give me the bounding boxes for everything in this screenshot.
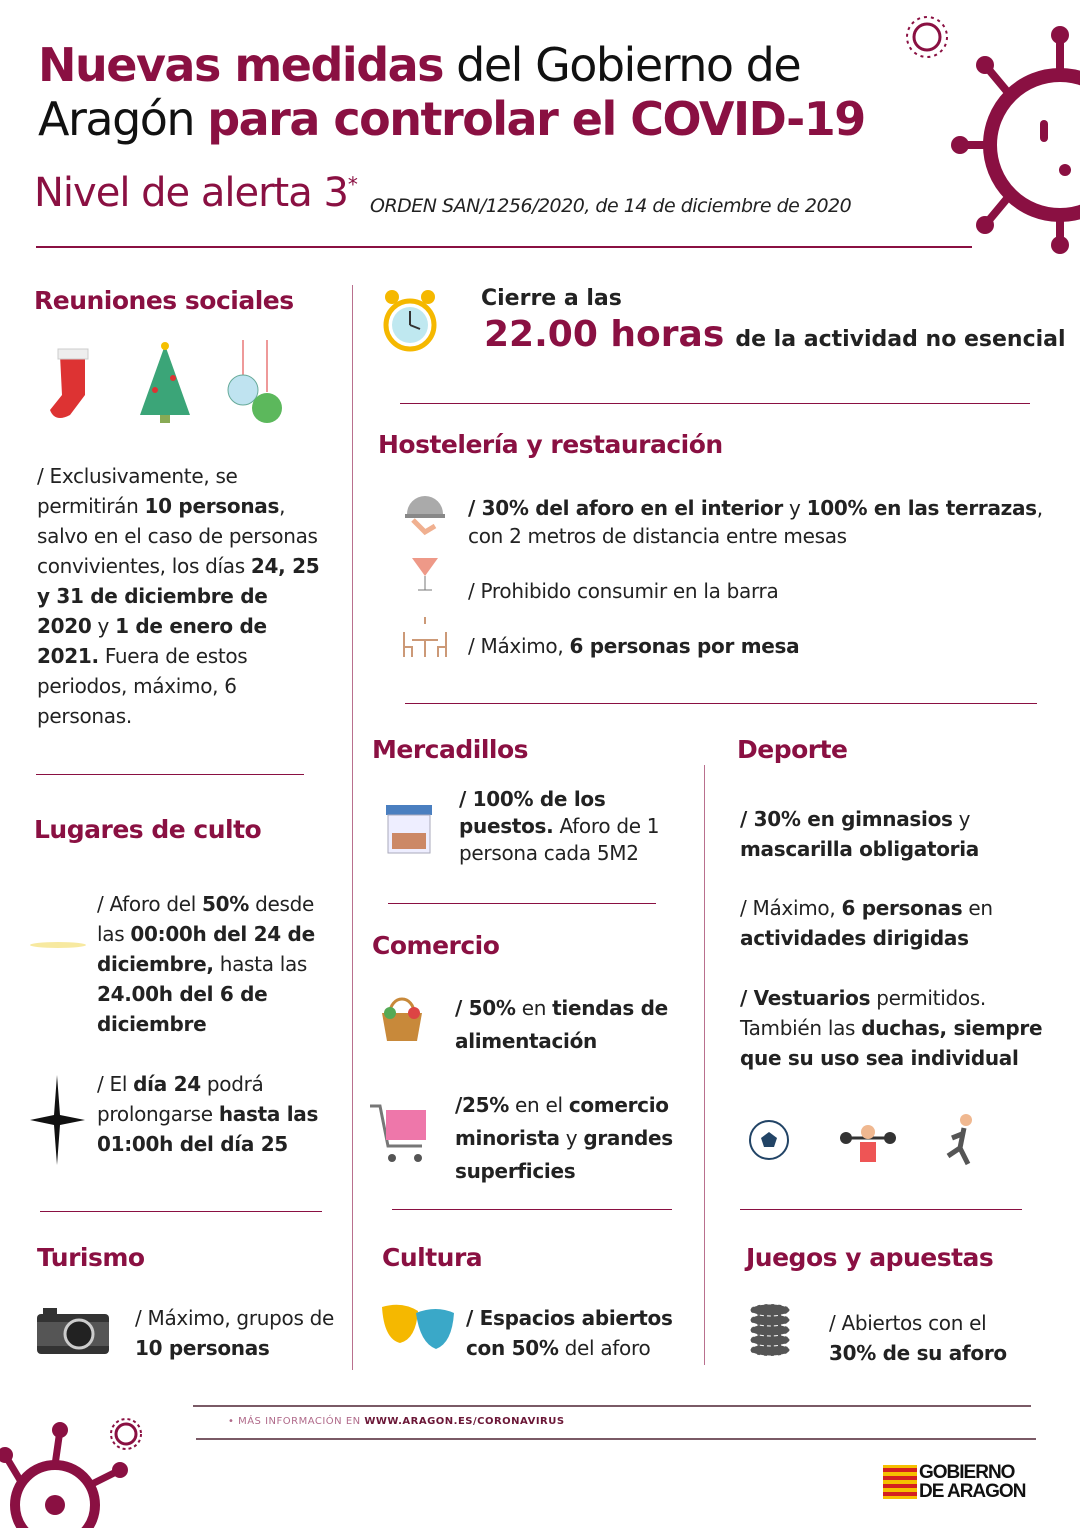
small-virus-icon bbox=[110, 1418, 142, 1450]
hosteleria-item bbox=[468, 631, 1028, 661]
runner-icon bbox=[940, 1112, 980, 1170]
reuniones-text bbox=[37, 461, 327, 731]
text: del Gobierno de bbox=[443, 38, 801, 92]
bold-text: 50% bbox=[202, 892, 250, 916]
divider bbox=[40, 1211, 322, 1212]
info-link[interactable]: WWW.ARAGON.ES/CORONAVIRUS bbox=[364, 1416, 565, 1427]
bold-text: 10 personas bbox=[135, 1336, 270, 1360]
bold-text: / 30% del aforo en el interior bbox=[468, 496, 783, 520]
bold-text: /25% bbox=[455, 1093, 509, 1117]
divider bbox=[36, 774, 304, 775]
text: / Máximo, bbox=[740, 896, 842, 920]
section-title-turismo: Turismo bbox=[37, 1243, 145, 1272]
text: / Aforo del bbox=[97, 892, 203, 916]
cloche-icon bbox=[403, 490, 447, 536]
hosteleria-item bbox=[468, 576, 1028, 606]
light-icon bbox=[28, 935, 88, 955]
market-stall-icon bbox=[384, 803, 434, 855]
section-title-comercio: Comercio bbox=[372, 931, 500, 960]
section-title-deporte: Deporte bbox=[737, 735, 848, 764]
bold-text: 1 de enero de 2021. bbox=[37, 614, 267, 668]
bold-text: 6 personas bbox=[841, 896, 963, 920]
bold-text: hasta las 01:00h del día 25 bbox=[97, 1102, 319, 1156]
text: en bbox=[962, 896, 993, 920]
aragon-flag-icon bbox=[883, 1465, 917, 1499]
soccer-ball-icon bbox=[747, 1118, 791, 1162]
divider bbox=[405, 703, 1037, 704]
cocktail-icon bbox=[410, 550, 440, 595]
text: permitidos. También las bbox=[740, 986, 986, 1040]
bold-text: / 30% en gimnasios bbox=[740, 807, 953, 831]
cierre-time: 22.00 horas de la actividad no esencial bbox=[484, 314, 1066, 355]
divider bbox=[392, 1209, 672, 1210]
culto-item bbox=[97, 889, 347, 1039]
text: y bbox=[783, 496, 807, 520]
order-reference: ORDEN SAN/1256/2020, de 14 de diciembre de 2020 bbox=[370, 195, 852, 217]
bold-text: actividades dirigidas bbox=[740, 926, 969, 950]
text: podrá prolongarse bbox=[97, 1072, 264, 1126]
text: / Prohibido consumir en la barra bbox=[468, 579, 779, 603]
text: del aforo bbox=[558, 1336, 651, 1360]
poker-chips-icon bbox=[748, 1302, 792, 1358]
deporte-item bbox=[740, 893, 1060, 953]
bold-text: grandes superficies bbox=[455, 1126, 673, 1183]
divider bbox=[400, 403, 1030, 404]
text: / Abiertos con el bbox=[829, 1311, 987, 1335]
divider bbox=[740, 1209, 1022, 1210]
section-title-juegos: Juegos y apuestas bbox=[746, 1243, 994, 1272]
bold-text: tiendas de alimentación bbox=[455, 996, 668, 1053]
theater-masks-icon bbox=[380, 1303, 456, 1353]
deporte-item bbox=[740, 983, 1060, 1073]
text: en bbox=[515, 996, 553, 1020]
cultura-text bbox=[466, 1303, 696, 1363]
divider bbox=[352, 285, 353, 1370]
shopping-cart-icon bbox=[368, 1100, 430, 1166]
section-title-cultura: Cultura bbox=[382, 1243, 483, 1272]
section-title-culto: Lugares de culto bbox=[34, 815, 262, 844]
text: / Máximo, grupos de bbox=[135, 1306, 335, 1330]
table-chairs-icon bbox=[400, 612, 450, 660]
divider bbox=[196, 1438, 1036, 1440]
small-virus-icon bbox=[905, 15, 950, 60]
weightlifter-icon bbox=[838, 1118, 898, 1166]
text: y bbox=[559, 1126, 584, 1150]
page-title bbox=[38, 38, 865, 146]
text: y bbox=[952, 807, 971, 831]
deporte-item bbox=[740, 804, 1060, 864]
camera-icon bbox=[35, 1308, 111, 1356]
turismo-text bbox=[135, 1303, 335, 1363]
divider bbox=[36, 246, 972, 248]
bold-text: 24.00h del 6 de diciembre bbox=[97, 982, 268, 1036]
section-title-reuniones: Reuniones sociales bbox=[34, 286, 294, 315]
ornaments-icon bbox=[225, 340, 285, 428]
hosteleria-item bbox=[468, 494, 1048, 550]
bold-text: 30% de su aforo bbox=[829, 1341, 1007, 1365]
bold-text: 100% en las terrazas bbox=[806, 496, 1037, 520]
bold-text: duchas, siempre que su uso sea individual bbox=[740, 1016, 1043, 1070]
divider bbox=[704, 765, 705, 1365]
text: Fuera de estos periodos, máximo, 6 personas. bbox=[37, 644, 248, 728]
bold-text: para controlar el COVID-19 bbox=[207, 92, 865, 146]
section-title-mercadillos: Mercadillos bbox=[372, 735, 529, 764]
text: en el bbox=[508, 1093, 569, 1117]
divider bbox=[193, 1405, 1031, 1407]
bold-text: día 24 bbox=[133, 1072, 201, 1096]
text: / Exclusivamente, se permitirán bbox=[37, 464, 238, 518]
virus-icon bbox=[950, 20, 1080, 250]
bold-text: 10 personas bbox=[144, 494, 280, 518]
text: y bbox=[91, 614, 116, 638]
juegos-text bbox=[829, 1308, 1029, 1368]
bold-text: / Vestuarios bbox=[740, 986, 871, 1010]
bold-text: comercio minorista bbox=[455, 1093, 669, 1150]
culto-item bbox=[97, 1069, 337, 1159]
star-icon bbox=[30, 1075, 85, 1165]
comercio-item bbox=[455, 1089, 700, 1188]
text: Aragón bbox=[38, 92, 208, 146]
bold-text: 6 personas por mesa bbox=[569, 634, 800, 658]
alarm-clock-icon bbox=[380, 285, 440, 360]
text: , con 2 metros de distancia entre mesas bbox=[468, 496, 1043, 548]
alert-level: Nivel de alerta 3* bbox=[34, 170, 357, 216]
text: hasta las bbox=[213, 952, 308, 976]
basket-icon bbox=[376, 993, 428, 1045]
text: / Máximo, bbox=[468, 634, 570, 658]
bold-text: / 50% bbox=[455, 996, 516, 1020]
text: / El bbox=[97, 1072, 134, 1096]
divider bbox=[388, 903, 656, 904]
bold-text: Nuevas medidas bbox=[38, 38, 444, 92]
bold-text: / 100% de los puestos. bbox=[459, 787, 606, 838]
bold-text: / Espacios abiertos con 50% bbox=[466, 1306, 673, 1360]
bold-text: 00:00h del 24 de diciembre, bbox=[97, 922, 315, 976]
bold-text: mascarilla obligatoria bbox=[740, 837, 979, 861]
stocking-icon bbox=[45, 345, 100, 425]
text: desde las bbox=[97, 892, 315, 946]
text: Aforo de 1 persona cada 5M2 bbox=[459, 814, 660, 865]
mercadillos-text bbox=[459, 786, 679, 867]
more-info: • MÁS INFORMACIÓN EN WWW.ARAGON.ES/CORONAVIRUS bbox=[228, 1416, 565, 1427]
cierre-label: Cierre a las bbox=[481, 286, 622, 311]
text: , salvo en el caso de personas convivientes, los días bbox=[37, 494, 318, 578]
section-title-hosteleria: Hostelería y restauración bbox=[378, 430, 723, 459]
comercio-item bbox=[455, 992, 695, 1058]
bold-text: 24, 25 y 31 de diciembre de 2020 bbox=[37, 554, 320, 638]
christmas-tree-icon bbox=[135, 340, 195, 428]
